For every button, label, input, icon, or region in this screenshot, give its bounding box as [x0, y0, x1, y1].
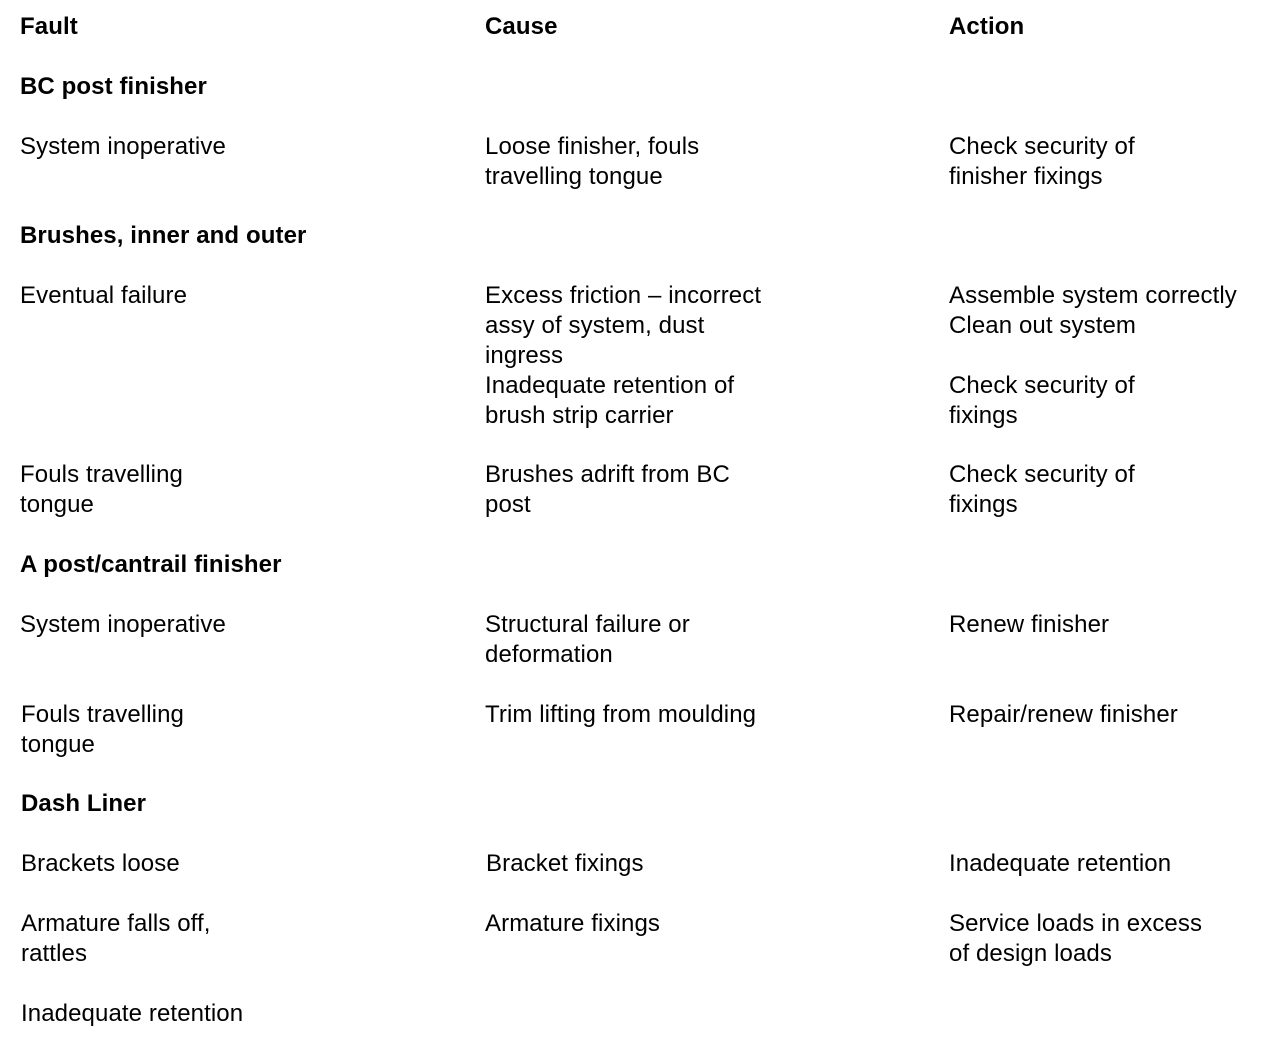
fault-cell: Armature falls off, rattles	[21, 910, 211, 967]
fault-cell: Eventual failure	[20, 282, 188, 309]
cause-cell: Bracket fixings	[486, 850, 644, 877]
fault-cell: Fouls travelling tongue	[21, 701, 185, 758]
section-title-bc-post-finisher: BC post finisher	[20, 73, 207, 100]
action-cell: Service loads in excess of design loads	[949, 910, 1203, 967]
fault-cell: Fouls travelling tongue	[20, 461, 184, 518]
cause-cell: Structural failure or deformation	[485, 611, 690, 668]
cause-cell: Excess friction – incorrect assy of system, dust ingress Inadequate retention of brush strip carrier	[485, 282, 762, 429]
cause-cell: Brushes adrift from BC post	[485, 461, 730, 518]
column-header-action: Action	[949, 13, 1025, 40]
fault-cell: System inoperative	[20, 611, 226, 638]
action-cell: Assemble system correctly Clean out system Check security of fixings	[949, 282, 1237, 429]
fault-cell: Brackets loose	[21, 850, 180, 877]
cause-cell: Loose finisher, fouls travelling tongue	[485, 133, 700, 190]
fault-cell: Inadequate retention	[21, 1000, 244, 1027]
cause-cell: Trim lifting from moulding	[485, 701, 757, 728]
column-header-cause: Cause	[485, 13, 558, 40]
fault-cell: System inoperative	[20, 133, 226, 160]
section-title-a-post-cantrail-finisher: A post/cantrail finisher	[20, 551, 282, 578]
column-header-fault: Fault	[20, 13, 78, 40]
action-cell: Check security of fixings	[949, 461, 1135, 518]
action-cell: Inadequate retention	[949, 850, 1172, 877]
action-cell: Renew finisher	[949, 611, 1110, 638]
section-title-dash-liner: Dash Liner	[21, 790, 147, 817]
section-title-brushes: Brushes, inner and outer	[20, 222, 307, 249]
action-cell: Check security of finisher fixings	[949, 133, 1135, 190]
action-cell: Repair/renew finisher	[949, 701, 1178, 728]
cause-cell: Armature fixings	[485, 910, 660, 937]
